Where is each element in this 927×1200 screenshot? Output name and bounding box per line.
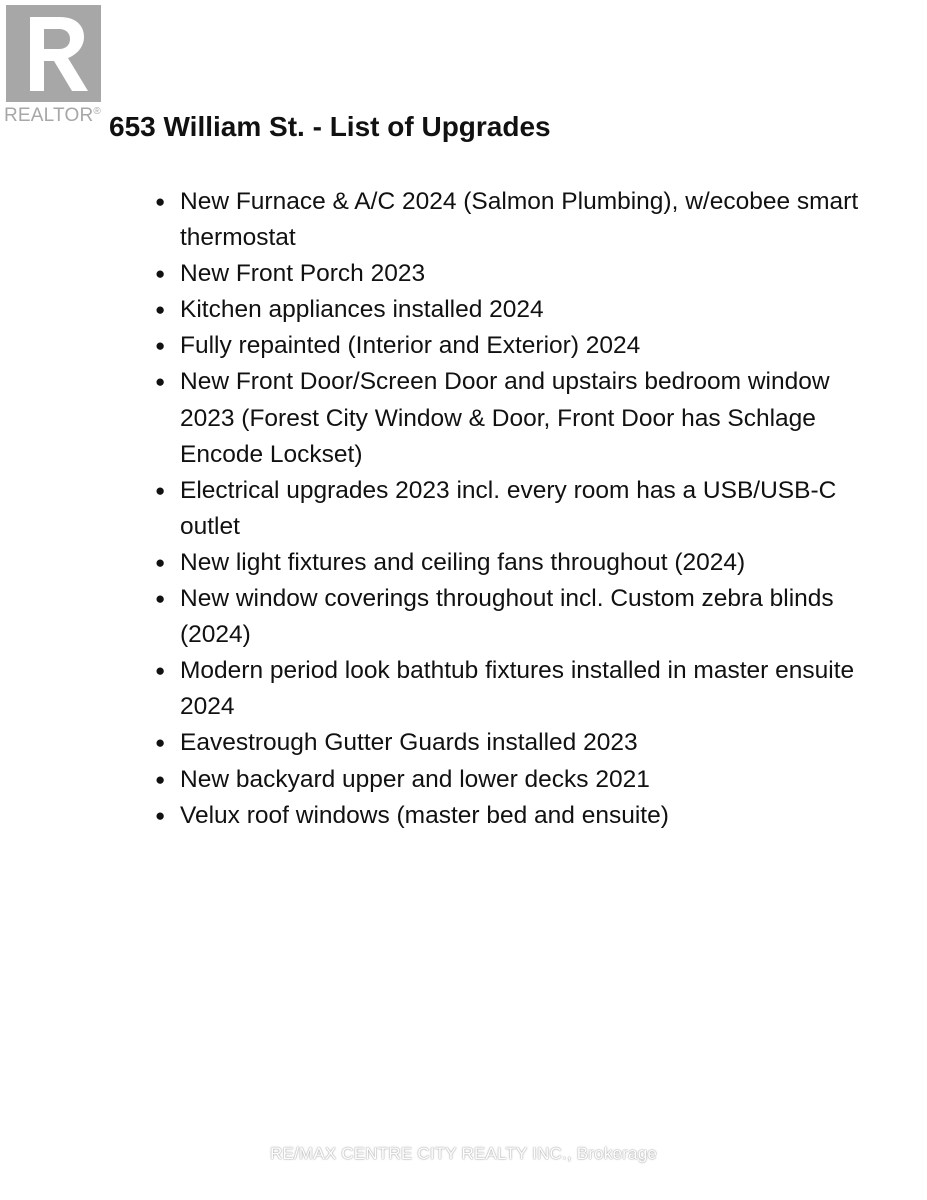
bullet-icon: ● [155,733,166,753]
list-item-text: Fully repainted (Interior and Exterior) 2024 [180,332,641,360]
bullet-icon: ● [155,805,166,825]
list-item-text: New backyard upper and lower decks 2021 [180,765,650,793]
list-item-text: New Front Porch 2023 [180,260,426,288]
bullet-icon: ● [155,372,166,392]
list-item [155,545,875,581]
bullet-icon: ● [155,264,166,284]
list-item-text: New Furnace & A/C 2024 (Salmon Plumbing), w/ecobee smart thermostat [180,188,859,252]
list-item-text: New Front Door/Screen Door and upstairs bedroom window 2023 (Forest City Window & Door, Front Door has Schlage Encode Lockset) [180,368,830,468]
bullet-icon: ● [155,589,166,609]
brokerage-watermark: RE/MAX CENTRE CITY REALTY INC., Brokerage [269,1144,658,1163]
bullet-icon: ● [155,192,166,211]
list-item-text: Velux roof windows (master bed and ensuite) [180,801,669,829]
list-item [155,653,875,725]
list-item [155,798,875,834]
bullet-icon: ● [155,769,166,789]
realtor-r-mark-icon [6,5,101,102]
list-item-text: New light fixtures and ceiling fans throughout (2024) [180,548,746,576]
list-item [155,762,875,798]
list-item-text: Kitchen appliances installed 2024 [180,296,544,324]
list-item [155,725,875,761]
bullet-icon: ● [155,300,166,320]
list-item [155,364,875,472]
bullet-icon: ● [155,661,166,681]
bullet-icon: ● [155,552,166,572]
list-item-text: New window coverings throughout incl. Custom zebra blinds (2024) [180,585,834,649]
list-item-text: Electrical upgrades 2023 incl. every room has a USB/USB-C outlet [180,476,837,540]
realtor-logo [4,5,108,127]
list-item [155,292,875,328]
page-title: 653 William St. - List of Upgrades [109,111,551,142]
list-item [155,184,875,256]
list-item [155,581,875,653]
realtor-wordmark: REALTOR® [4,105,101,126]
list-item-text: Modern period look bathtub fixtures installed in master ensuite 2024 [180,657,855,721]
bullet-icon: ● [155,336,166,356]
bullet-icon: ● [155,480,166,500]
list-item [155,328,875,364]
list-item [155,473,875,545]
list-item [155,256,875,292]
list-item-text: Eavestrough Gutter Guards installed 2023 [180,729,638,757]
upgrades-list [155,184,875,834]
